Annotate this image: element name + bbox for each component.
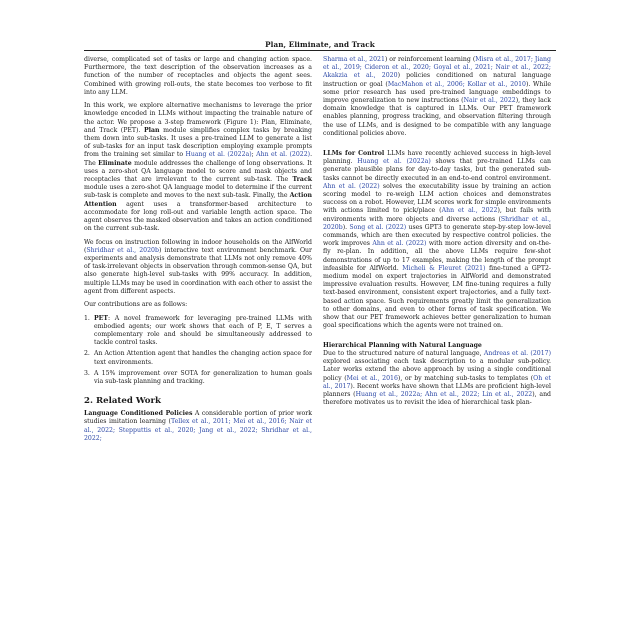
paragraph-language-conditioned-continued: Sharma et al., 2021) or reinforcement learning (Misra et al., 2017; Jiang et al., 2019; Cideron et al., 2020; Goyal et al., 2021; Nair et al., 2022; Akakzia et al., 2020) policies conditioned on natural language instruction or goal (MacMahon et al., 2006; Kollar et al., 2010). While some prior research has used pre-trained language embeddings to improve generalization to new instructions (Nair et al., 2022), they lack domain knowledge that is captured in LLMs. Our PET framework enables planning, progress tracking, and observation filtering through the use of LLMs, and is designed to be compatible with any language conditional policies above. <box>323 56 552 137</box>
left-column <box>84 56 312 448</box>
citation-link[interactable]: Huang et al. (2022a) <box>357 158 431 166</box>
paragraph-intro-continued: diverse, complicated set of tasks or large and changing action space. Furthermore, the text description of the observation increases as a function of the number of receptacles and objects the agent sees. Combined with growing roll-outs, the state becomes too verbose to fit into any LLM. <box>84 56 312 96</box>
paragraph-alfworld: We focus on instruction following in indoor households on the AlfWorld (Shridhar et al., 2020b) interactive text environment benchmark. Our experiments and analysis demonstrate that LLMs not only remove 40% of task-irrelevant objects in observation through common-sense QA, but also generate high-level sub-tasks with 99% accuracy. In addition, multiple LLMs may be used in coordination with each other to assist the agent from different aspects. <box>84 238 312 295</box>
citation-link[interactable]: Ahn et al. (2022) <box>372 240 427 248</box>
plan-term: Plan <box>144 126 160 134</box>
citation-link[interactable]: Sharma et al., 2021 <box>323 56 385 63</box>
paragraph-pet-overview: In this work, we explore alternative mechanisms to leverage the prior knowledge encoded in LLMs without impacting the trainable nature of the actor. We propose a 3-step framework (Figure 1): Plan, Eliminate, and Track (PET). Plan module simplifies complex tasks by breaking them down into sub-tasks. It uses a pre-trained LLM to generate a list of sub-tasks for an input task description employing example prompts from the training set similar to Huang et al. (2022a); Ahn et al. (2022). The Eliminate module addresses the challenge of long observations. It uses a zero-shot QA language model to score and mask objects and receptacles that are irrelevant to the current sub-task. The Track module uses a zero-shot QA language model to determine if the current sub-task is complete and moves to the next sub-task. Finally, the Action Attention agent uses a transformer-based architecture to accommodate for long roll-out and variable length action space. The agent observes the masked observation and takes an action conditioned on the current sub-task. <box>84 102 313 233</box>
citation-link[interactable]: Shridhar et al., 2020b <box>86 246 159 254</box>
paragraph-heading: Hierarchical Planning with Natural Language <box>323 341 482 349</box>
action-attention-term: Action Attention <box>84 192 312 208</box>
citation-link[interactable]: Huang et al., 2022a; Ahn et al., 2022; Lin et al., 2022 <box>355 390 533 398</box>
list-item: 1. PET: A novel framework for leveraging pre-trained LLMs with embodied agents; our work shows that each of P, E, T serves a complementary role and should be simultaneously addressed to tackle control tasks. <box>84 314 312 347</box>
citation-link[interactable]: Nair et al., 2022 <box>463 97 516 105</box>
citation-link[interactable]: Song et al. (2022) <box>349 223 407 231</box>
citation-link[interactable]: Shridhar et al., 2020b <box>323 215 552 231</box>
header-rule <box>84 50 556 51</box>
citation-link[interactable]: Tellex et al., 2011; Mei et al., 2016; Nair et al., 2022; Stepputtis et al., 2020; Jang et al., 2022; Shridhar et al., 2022; <box>84 418 312 442</box>
paragraph-heading: LLMs for Control <box>323 150 385 158</box>
right-column <box>323 56 551 413</box>
section-title: 2. Related Work <box>84 396 162 407</box>
paragraph-language-conditioned: Language Conditioned Policies A considerable portion of prior work studies imitation learning (Tellex et al., 2011; Mei et al., 2016; Nair et al., 2022; Stepputtis et al., 2020; Jang et al., 2022; Shridhar et al., 2022; <box>84 410 312 442</box>
citation-link[interactable]: Huang et al. (2022a) <box>185 151 252 159</box>
list-item: 2. An Action Attention agent that handles the changing action space for text environments. <box>84 350 312 366</box>
citation-link[interactable]: Micheli & Fleuret (2021) <box>402 264 486 272</box>
contributions-list <box>84 315 312 387</box>
track-term: Track <box>292 176 312 184</box>
citation-link[interactable]: Ahn et al., 2022 <box>441 207 498 215</box>
paragraph-heading: Language Conditioned Policies <box>84 410 193 418</box>
running-head: Plan, Eliminate, and Track <box>265 40 375 49</box>
eliminate-term: Eliminate <box>98 159 132 167</box>
citation-link[interactable]: Ahn et al. (2022) <box>323 182 380 190</box>
list-item: 3. A 15% improvement over SOTA for generalization to human goals via sub-task planning and tracking. <box>84 369 312 386</box>
citation-link[interactable]: Oh et al., 2017 <box>323 374 551 390</box>
paragraph-contributions-intro: Our contributions are as follows: <box>84 301 188 309</box>
citation-link[interactable]: Misra et al., 2017; Jiang et al., 2019; Cideron et al., 2020; Goyal et al., 2021; Nair et al., 2022; Akakzia et al., 2020 <box>323 56 551 80</box>
citation-link[interactable]: Mei et al., 2016 <box>346 374 398 382</box>
citation-link[interactable]: MacMahon et al., 2006; Kollar et al., 2010 <box>387 80 526 88</box>
citation-link[interactable]: Andreas et al. (2017) <box>483 349 551 357</box>
paragraph-hierarchical-planning: Hierarchical Planning with Natural Language Due to the structured nature of natural language, Andreas et al. (2017) explored associating each task description to a modular sub-policy. Later works extend the above approach by using a single conditional policy (Mei et al., 2016), or by matching sub-tasks to templates (Oh et al., 2017). Recent works have shown that LLMs are proficient high-level planners (Huang et al., 2022a; Ahn et al., 2022; Lin et al., 2022), and therefore motivates us to revisit the idea of hierarchical task plan- <box>323 341 552 407</box>
paragraph-llms-for-control: LLMs for Control LLMs have recently achieved success in high-level planning. Huang et al. (2022a) shows that pre-trained LLMs can generate plausible plans for day-to-day tasks, but the generated sub-tasks cannot be directly executed in an end-to-end control environment. Ahn et al. (2022) solves the executability issue by training an action scoring model to re-weigh LLM action choices and demonstrates success on a robot. However, LLM scores work for simple environments with actions limited to pick/place (Ahn et al., 2022), but fails with environments with more objects and diverse actions (Shridhar et al., 2020b). Song et al. (2022) uses GPT3 to generate step-by-step low-level commands, which are then executed by respective control policies. the work improves Ahn et al. (2022) with more action diversity and on-the-fly re-plan. In addition, all the above LLMs require few-shot demonstrations of up to 17 examples, making the length of the prompt infeasible for AlfWorld. Micheli & Fleuret (2021) fine-tuned a GPT2-medium model on expert trajectories in AlfWorld and demonstrated impressive evaluation results. However, LM fine-tuning requires a fully text-based environment, consistent expert trajectories, and a fully text-based action space. Such requirements greatly limit the generalization to other domains, and even to other forms of task specification. We show that our PET framework achieves better generalization to human goal specifications which the agents were not trained on. <box>323 150 552 330</box>
citation-link[interactable]: Ahn et al. (2022) <box>256 151 311 159</box>
